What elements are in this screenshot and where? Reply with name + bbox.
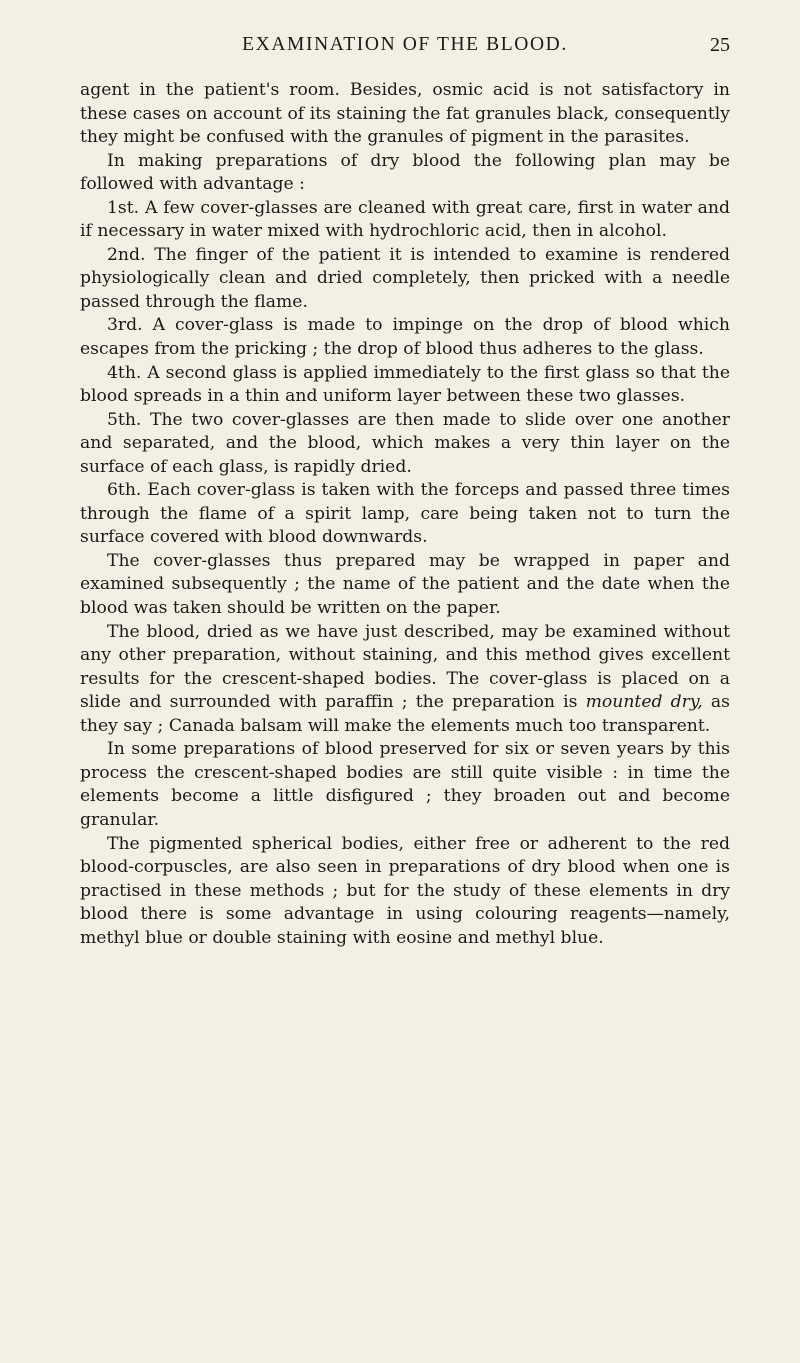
- paragraph-step-2: 2nd. The finger of the patient it is intended to examine is rendered physiologically clean and dried completely, then pricked with a needle passed through the flame.: [80, 244, 730, 312]
- text-before-italic: The blood, dried as we have just described, may be examined without any other preparation, without staining, and this method gives excellent results for the crescent-shaped bodies. The cover-glass is placed on a slide and surrounded with paraffin ; the preparation is: [80, 621, 730, 713]
- paragraph-mounted-dry: [80, 621, 730, 739]
- page-title: EXAMINATION OF THE BLOOD.: [242, 34, 568, 55]
- paragraph-intro: In making preparations of dry blood the following plan may be followed with advantage :: [80, 150, 730, 195]
- italic-term: mounted dry,: [585, 692, 703, 713]
- body-text: [80, 79, 730, 950]
- paragraph-step-4: 4th. A second glass is applied immediately to the first glass so that the blood spreads in a thin and uniform layer between these two glasses.: [80, 362, 730, 407]
- paragraph-step-1: 1st. A few cover-glasses are cleaned with great care, first in water and if necessary in water mixed with hydrochloric acid, then in alcohol.: [80, 197, 730, 242]
- paragraph-step-3: 3rd. A cover-glass is made to impinge on the drop of blood which escapes from the pricking ; the drop of blood thus adheres to the glass.: [80, 315, 730, 360]
- text-after-italic: as they say ; Canada balsam will make the elements much too transparent.: [80, 692, 730, 736]
- paragraph-step-6: 6th. Each cover-glass is taken with the forceps and passed three times through the flame of a spirit lamp, care being taken not to turn the surface covered with blood downwards.: [80, 480, 730, 548]
- paragraph-step-5: 5th. The two cover-glasses are then made to slide over one another and separated, and the blood, which makes a very thin layer on the surface of each glass, is rapidly dried.: [80, 409, 730, 477]
- paragraph-pigmented-bodies: The pigmented spherical bodies, either free or adherent to the red blood-corpuscles, are also seen in preparations of dry blood when one is practised in these methods ; but for the study of these elements in dry blood there is some advantage in using colouring reagents—namely, methyl blue or double staining with eosine and methyl blue.: [80, 833, 730, 948]
- paragraph-storage: The cover-glasses thus prepared may be wrapped in paper and examined subsequently ; the name of the patient and the date when the blood was taken should be written on the paper.: [80, 550, 730, 619]
- page-number: 25: [710, 34, 730, 56]
- paragraph-preservation: In some preparations of blood preserved for six or seven years by this process the crescent-shaped bodies are still quite visible : in time the elements become a little disfigured ; they broaden out and become granular.: [80, 739, 730, 830]
- running-head: [80, 34, 730, 60]
- paragraph-continuation: agent in the patient's room. Besides, osmic acid is not satisfactory in these cases on account of its staining the fat granules black, consequently they might be confused with the granules of pigment in the parasites.: [80, 80, 730, 148]
